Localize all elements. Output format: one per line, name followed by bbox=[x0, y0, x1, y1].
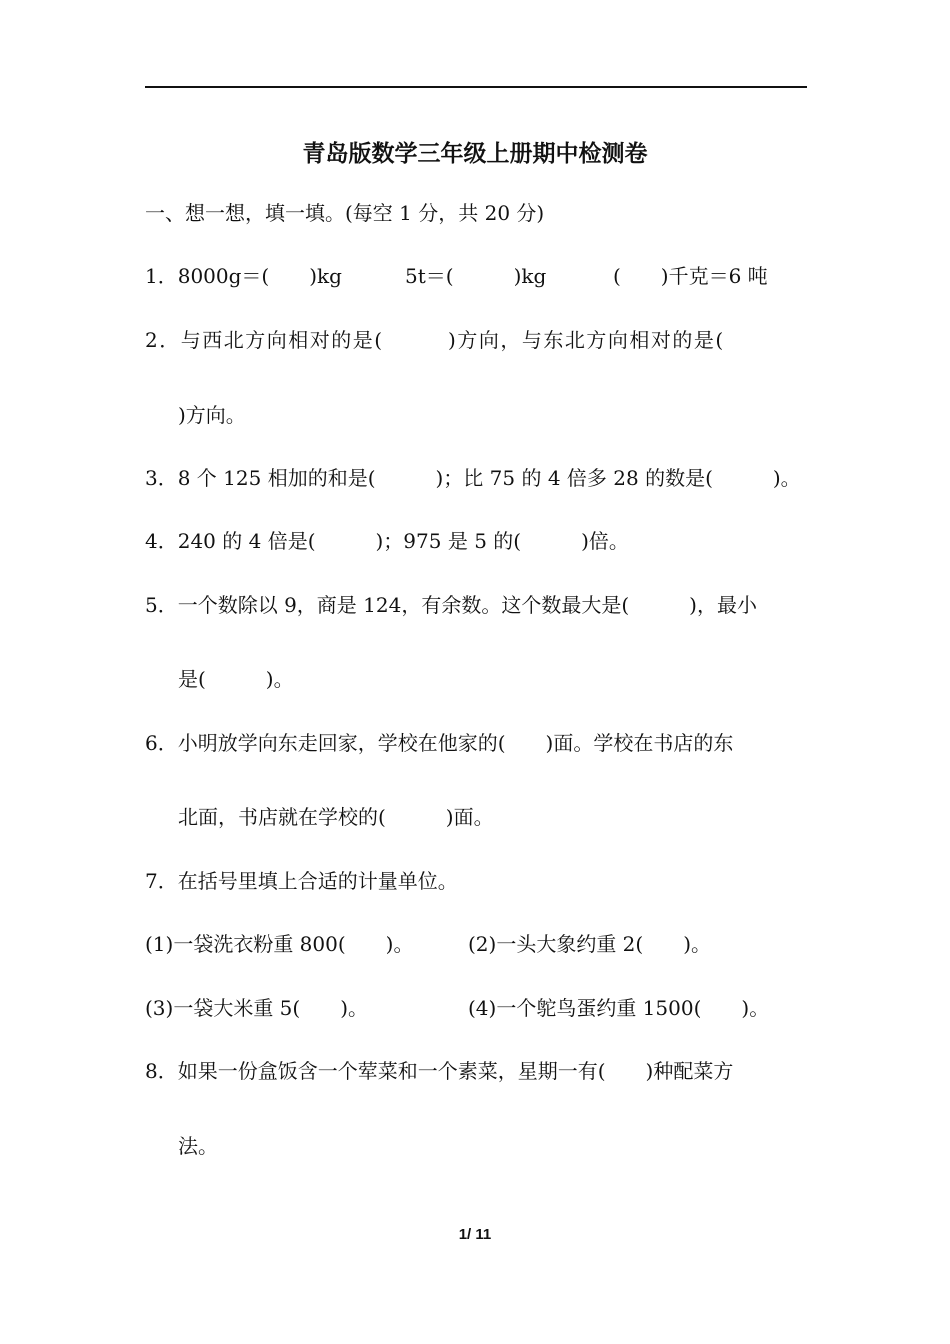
q1-part-c: ( )千克＝6 吨 bbox=[613, 264, 768, 288]
q8-line2: 法。 bbox=[178, 1134, 218, 1158]
q7-part1: (1)一袋洗衣粉重 800( )。 bbox=[145, 932, 414, 956]
q4: 4．240 的 4 倍是( )；975 是 5 的( )倍。 bbox=[145, 529, 629, 553]
page-title: 青岛版数学三年级上册期中检测卷 bbox=[302, 141, 648, 167]
page-number: 1/ 11 bbox=[458, 1226, 492, 1243]
q5-line1: 5．一个数除以 9，商是 124，有余数。这个数最大是( )，最小 bbox=[145, 593, 757, 617]
q7-part4: (4)一个鸵鸟蛋约重 1500( )。 bbox=[468, 996, 770, 1020]
q2-line2: )方向。 bbox=[178, 403, 246, 427]
q8-line1: 8．如果一份盒饭含一个荤菜和一个素菜，星期一有( )种配菜方 bbox=[145, 1059, 734, 1083]
q5-line2: 是( )。 bbox=[178, 667, 294, 691]
q7-part3: (3)一袋大米重 5( )。 bbox=[145, 996, 369, 1020]
q1-part-b: 5t＝( )kg bbox=[405, 264, 547, 288]
q7-stem: 7．在括号里填上合适的计量单位。 bbox=[145, 869, 458, 893]
q2-line1: 2．与西北方向相对的是( )方向，与东北方向相对的是( bbox=[145, 328, 725, 352]
q3: 3．8 个 125 相加的和是( )；比 75 的 4 倍多 28 的数是( )。 bbox=[145, 466, 801, 490]
section-heading: 一、想一想，填一填。(每空 1 分，共 20 分) bbox=[145, 201, 545, 225]
header-rule bbox=[145, 86, 807, 88]
q6-line1: 6．小明放学向东走回家，学校在他家的( )面。学校在书店的东 bbox=[145, 731, 734, 755]
q1-part-a: 1．8000g＝( )kg bbox=[145, 264, 342, 288]
q6-line2: 北面，书店就在学校的( )面。 bbox=[178, 805, 494, 829]
q7-part2: (2)一头大象约重 2( )。 bbox=[468, 932, 712, 956]
